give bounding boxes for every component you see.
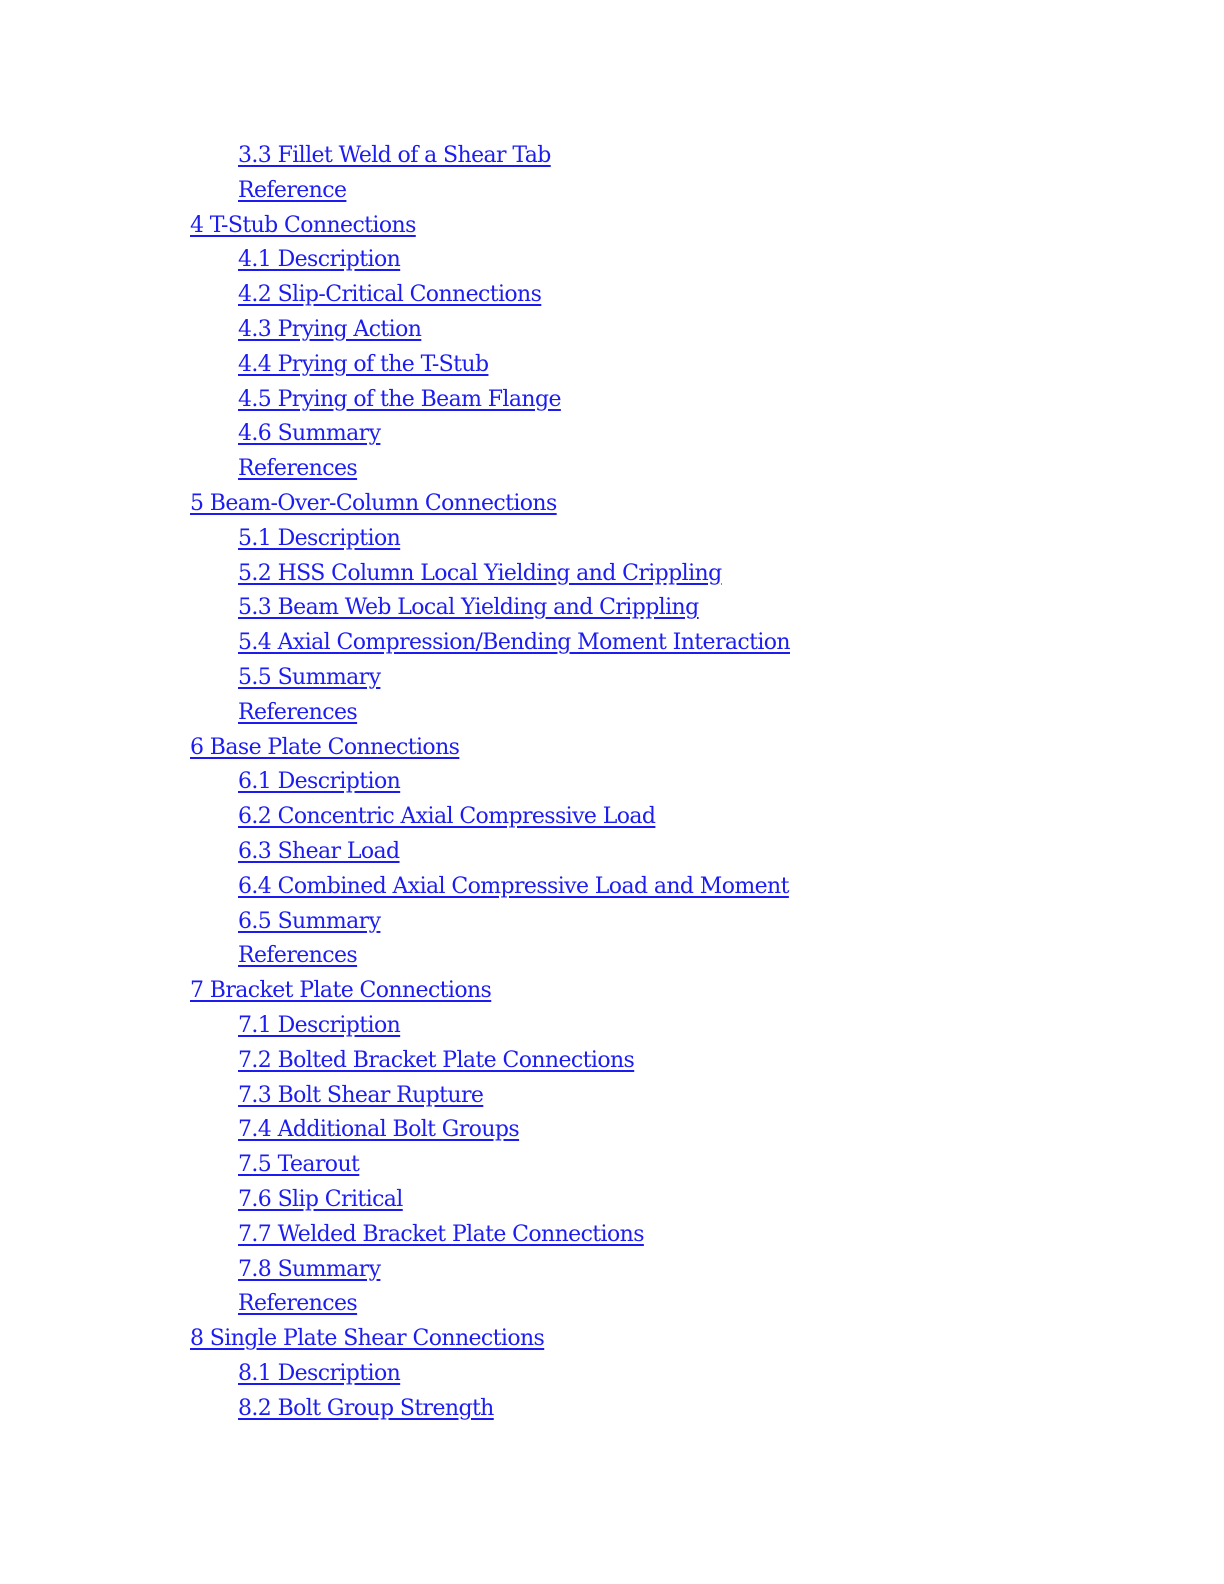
toc-section-link[interactable]: 7.6 Slip Critical xyxy=(238,1186,403,1212)
toc-section-link[interactable]: 5.1 Description xyxy=(238,525,401,551)
toc-section-link[interactable]: References xyxy=(238,943,358,969)
toc-section-link[interactable]: 4.2 Slip-Critical Connections xyxy=(238,282,542,308)
toc-chapter-entry xyxy=(0,209,1224,244)
toc-section-entry xyxy=(0,626,1224,661)
toc-section-link[interactable]: 3.3 Fillet Weld of a Shear Tab xyxy=(238,143,551,168)
toc-section-link[interactable]: 6.3 Shear Load xyxy=(238,838,400,864)
toc-section-entry xyxy=(0,870,1224,905)
toc-chapter-entry xyxy=(0,731,1224,766)
toc-section-entry xyxy=(0,243,1224,278)
toc-chapter-link[interactable]: 8 Single Plate Shear Connections xyxy=(190,1326,545,1352)
toc-section-entry xyxy=(0,765,1224,800)
toc-section-link[interactable]: 8.1 Description xyxy=(238,1360,401,1386)
toc-section-link[interactable]: 7.2 Bolted Bracket Plate Connections xyxy=(238,1047,635,1073)
toc-section-entry xyxy=(0,1357,1224,1392)
toc-section-entry xyxy=(0,139,1224,174)
toc-section-entry xyxy=(0,1287,1224,1322)
toc-chapter-link[interactable]: 7 Bracket Plate Connections xyxy=(190,978,492,1004)
toc-section-entry xyxy=(0,313,1224,348)
toc-section-entry xyxy=(0,1218,1224,1253)
toc-chapter-entry xyxy=(0,1322,1224,1357)
toc-section-entry xyxy=(0,800,1224,835)
toc-section-entry xyxy=(0,939,1224,974)
toc-chapter-entry xyxy=(0,487,1224,522)
toc-section-link[interactable]: 4.5 Prying of the Beam Flange xyxy=(238,386,561,412)
toc-section-entry xyxy=(0,1253,1224,1288)
toc-section-link[interactable]: 6.5 Summary xyxy=(238,908,381,934)
toc-section-link[interactable]: 5.3 Beam Web Local Yielding and Crippling xyxy=(238,595,699,621)
toc-section-entry xyxy=(0,278,1224,313)
toc-chapter-link[interactable]: 6 Base Plate Connections xyxy=(190,734,460,760)
toc-section-link[interactable]: 4.6 Summary xyxy=(238,421,381,447)
toc-section-link[interactable]: 5.5 Summary xyxy=(238,664,381,690)
toc-section-entry xyxy=(0,1079,1224,1114)
toc-section-entry xyxy=(0,417,1224,452)
toc-section-entry xyxy=(0,522,1224,557)
toc-section-link[interactable]: 7.4 Additional Bolt Groups xyxy=(238,1117,520,1143)
toc-section-entry xyxy=(0,661,1224,696)
toc-section-entry xyxy=(0,591,1224,626)
toc-section-entry xyxy=(0,557,1224,592)
toc-section-link[interactable]: 6.2 Concentric Axial Compressive Load xyxy=(238,804,656,830)
toc-section-entry xyxy=(0,1392,1224,1427)
toc-section-link[interactable]: 7.7 Welded Bracket Plate Connections xyxy=(238,1221,644,1247)
toc-section-entry xyxy=(0,174,1224,209)
toc-section-entry xyxy=(0,452,1224,487)
toc-section-link[interactable]: 6.4 Combined Axial Compressive Load and Moment xyxy=(238,873,789,899)
toc-section-link[interactable]: 7.8 Summary xyxy=(238,1256,381,1282)
toc-chapter-link[interactable]: 5 Beam-Over-Column Connections xyxy=(190,490,557,516)
toc-section-entry xyxy=(0,835,1224,870)
toc-section-link[interactable]: 4.4 Prying of the T-Stub xyxy=(238,351,489,377)
table-of-contents xyxy=(0,139,1224,1426)
toc-section-entry xyxy=(0,383,1224,418)
toc-section-entry xyxy=(0,1044,1224,1079)
toc-section-link[interactable]: 7.3 Bolt Shear Rupture xyxy=(238,1082,484,1108)
toc-section-entry xyxy=(0,1148,1224,1183)
toc-section-entry xyxy=(0,1009,1224,1044)
toc-section-entry xyxy=(0,1113,1224,1148)
toc-chapter-link[interactable]: 4 T-Stub Connections xyxy=(190,212,416,238)
toc-section-link[interactable]: 7.5 Tearout xyxy=(238,1152,360,1178)
toc-section-entry xyxy=(0,348,1224,383)
toc-section-link[interactable]: 5.2 HSS Column Local Yielding and Crippling xyxy=(238,560,722,586)
toc-section-link[interactable]: 7.1 Description xyxy=(238,1012,401,1038)
toc-section-entry xyxy=(0,905,1224,940)
toc-section-link[interactable]: References xyxy=(238,456,358,482)
toc-section-link[interactable]: 4.1 Description xyxy=(238,247,401,273)
toc-section-link[interactable]: 8.2 Bolt Group Strength xyxy=(238,1395,494,1421)
toc-section-entry xyxy=(0,1183,1224,1218)
toc-section-link[interactable]: References xyxy=(238,699,358,725)
toc-section-link[interactable]: References xyxy=(238,1291,358,1317)
toc-section-link[interactable]: 5.4 Axial Compression/Bending Moment Interaction xyxy=(238,630,790,656)
toc-section-link[interactable]: 6.1 Description xyxy=(238,769,401,795)
toc-section-link[interactable]: 4.3 Prying Action xyxy=(238,316,422,342)
toc-section-link[interactable]: Reference xyxy=(238,177,347,203)
toc-section-entry xyxy=(0,696,1224,731)
toc-chapter-entry xyxy=(0,974,1224,1009)
